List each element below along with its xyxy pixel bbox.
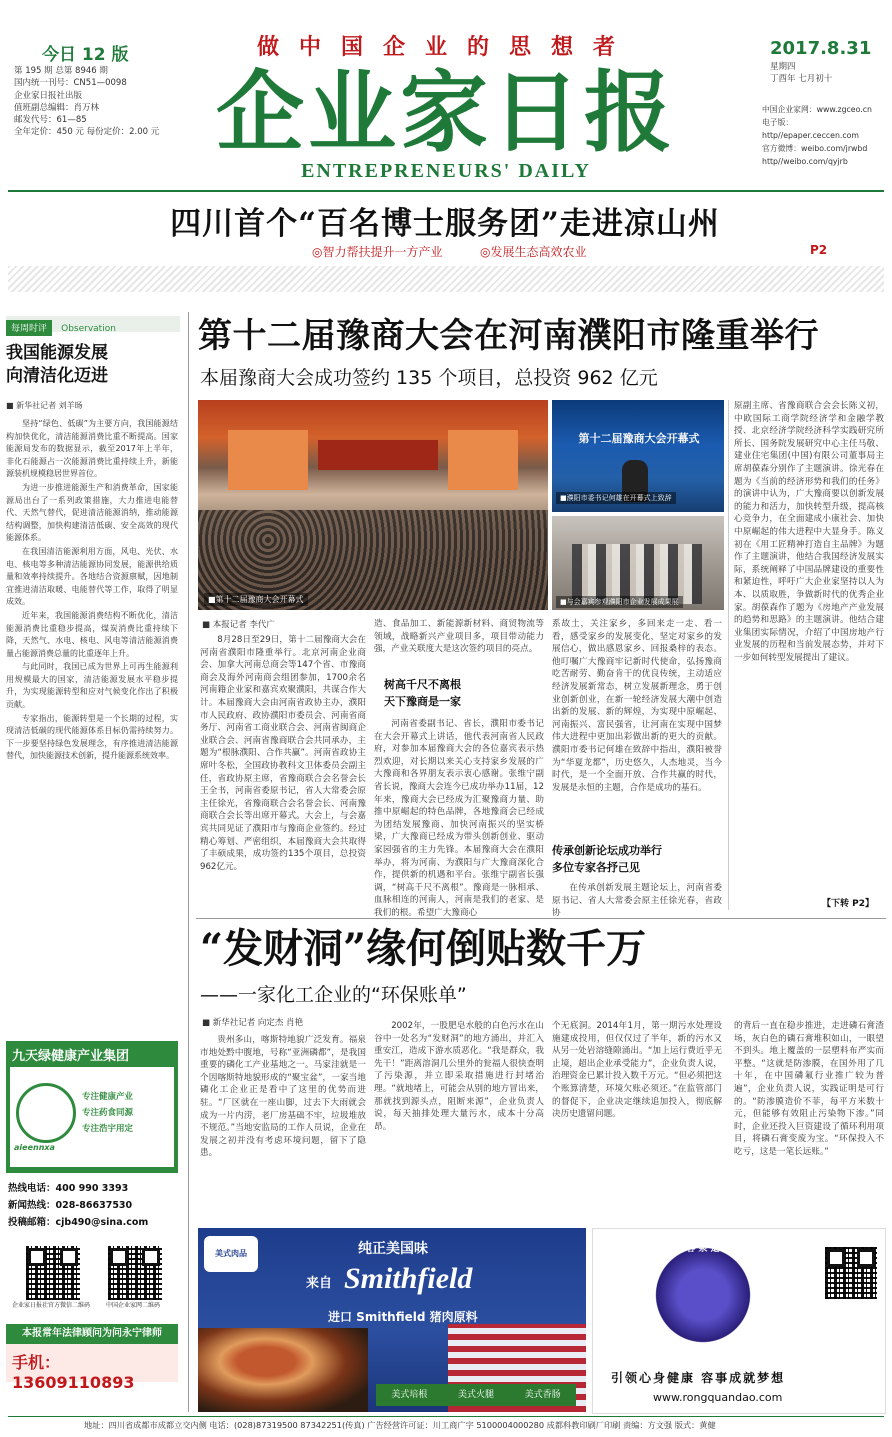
weekday: 星期四 (770, 62, 796, 72)
lead-col-2-subhead-line1: 树高千尺不离根 (384, 678, 461, 691)
sidebar-paragraph: 与此同时，我国已成为世界上可再生能源利用规模最大的国家，清洁能源发展水平稳步提升，为实现能源转型和应对气候变化作出了积极贡献。 (6, 662, 178, 710)
jiutian-line: 专注健康产业 (82, 1092, 134, 1102)
issue-info (14, 65, 184, 139)
stage-screen-left (228, 430, 308, 490)
lead-col-3-subhead-line1: 传承创新论坛成功举行 (552, 844, 662, 857)
smithfield-tag: 美式香肠 (524, 1390, 561, 1400)
lead-photo-conference (198, 400, 548, 610)
sidebar-paragraph: 坚持“绿色、低碳”为主要方向，我国能源结构加快优化，清洁能源消费比重不断提高。国家能源局发布的数据显示，截至2017年上半年，非化石能源占一次能源消费比重持续上升，新能源装机规模稳居世界首位。 (6, 419, 178, 479)
second-byline: ■ 新华社记者 向定杰 肖艳 (202, 1018, 304, 1028)
second-headline[interactable]: “发财洞”缘何倒贴数千万 (200, 925, 647, 972)
cn-number: 国内统一刊号：CN51—0098 (14, 78, 127, 89)
lunar-date: 丁酉年 七月初十 (770, 74, 833, 85)
banner-rule (8, 266, 884, 292)
lead-col-3-top: 系故土，关注家乡，多回来走一走、看一看，感受家乡的发展变化，坚定对家乡的发展信心，做出感恩家乡、回报桑梓的表态。他叮嘱广大豫商牢记新时代使命，弘扬豫商吃苦耐劳、勤奋肯干的优良传统，主动适应经济发展新常态，树立发展新理念，勇于创业创新创业，在新一轮经济发展大潮中创造出新的发展、新的辉煌，为实现中原崛起、河南振兴、富民强省，让河南在实现中国梦伟大进程中更加出彩做出新的更大的贡献。濮阳市委书记何雄在致辞中指出，濮阳被誉为“华夏龙都”，历史悠久，人杰地灵，当今时代，是一个全面开放、合作共赢的时代，发展是永恒的主题，合作是成功的基石。 (552, 619, 722, 793)
masthead-slogan: 做中国企业的思想者 (256, 34, 635, 60)
rongquandao-url[interactable]: www.rongquandao.com (653, 1391, 783, 1404)
sidebar-paragraph: 为进一步推进能源生产和消费革命，国家能源局出台了一系列政策措施，大力推进电能替代、天然气替代，促进清洁能源消纳，推动能源结构调整，加快构建清洁低碳、安全高效的现代能源体系。 (6, 482, 178, 543)
smithfield-from: 来自 (306, 1276, 333, 1291)
qr1-caption: 企业家日报社官方微信二维码 (11, 1302, 90, 1309)
jiutian-ad[interactable] (6, 1041, 178, 1173)
website-link[interactable]: 中国企业家网：www.zgceo.cn (762, 105, 872, 114)
hotline: 热线电话：400 990 3393 (8, 1183, 129, 1194)
postal-code: 邮发代号：61—85 (14, 115, 87, 126)
lead-col-4: 原副主席、省豫商联合会会长陈义初，中欧国际工商学院经济学和金融学教授、北京经济学院经济科学实践研究所所长、国务院发展研究中心主任马敬、建业住宅集团(中国)有限公司董事局主席胡葆森分别作了主题演讲。徐光春在题为《当前的经济形势和我们的任务》的演讲中认为，广大豫商要以创新发展的能力和活力，加快转型升级，提高核心竞争力，在全面建成小康社会、加快中原崛起的伟大进程中大显身手。陈义初在《用工匠精神打造自主品牌》为题作了主题演讲，他结合我国经济发展实际，系统阐释了中国品牌建设的重要性和紧迫性，呼吁广大企业家坚持以人为本、以质取胜，争做新时代的优秀企业家。胡葆森作了题为《房地产产业发展的趋势和思路》的主题演讲。他结合建业集团实际情况，介绍了中国房地产行业发展的历程和当前发展态势，并对下一步如何转型发展提出了建议。 (734, 401, 884, 663)
second-subhead: ——一家化工企业的“环保账单” (200, 984, 467, 1006)
sidebar (6, 312, 180, 1412)
date-block (770, 38, 888, 86)
sidebar-title-line1: 我国能源发展 (6, 343, 108, 363)
smithfield-logo (204, 1236, 258, 1272)
banner-sub-1: ◎智力帮扶提升一方产业 (312, 245, 443, 259)
sidebar-paragraph: 近年来，我国能源消费结构不断优化，清洁能源消费比重稳步提高，煤炭消费比重持续下降，天然气、水电、核电、风电等清洁能源消费量占能源消费总量的比重逐年上升。 (6, 610, 178, 658)
smithfield-tags (376, 1384, 576, 1406)
smithfield-top-text: 纯正美国味 (358, 1241, 428, 1257)
smithfield-tag: 美式火腿 (457, 1390, 494, 1400)
sidebar-paragraph: 在我国清洁能源利用方面，风电、光伏、水电、核电等多种清洁能源协同发展，能源供给质量和效率持续提升。各地结合资源禀赋，因地制宜推进清洁取暖、电能替代等工作，取得了明显成效。 (6, 546, 178, 607)
rongquandao-slogan: 引领心身健康 容事成就梦想 (611, 1371, 786, 1385)
lead-headline[interactable]: 第十二届豫商大会在河南濮阳市隆重举行 (198, 316, 819, 356)
weibo-link[interactable]: http//weibo.com/qyjrb (762, 157, 848, 166)
lead-col-3-subhead (552, 842, 662, 876)
footer-text: 地址：四川省成都市成都立交内侧 电话：(028)87319500 87342251(传真) 广告经营许可证：川工商广字 5100004000280 成都科教印刷厂印刷 责编：方文强 版式：黄健 (84, 1420, 716, 1430)
jiutian-lines (82, 1089, 133, 1137)
rongquandao-brand: 容 泉 道 (686, 1244, 720, 1254)
stage-banner (318, 440, 438, 470)
banner-sub-2: ◎发展生态高效农业 (480, 245, 587, 259)
banner-page-ref[interactable]: P2 (810, 243, 828, 257)
lead-subhead: 本届豫商大会成功签约 135 个项目，总投资 962 亿元 (200, 367, 658, 389)
sidebar-body (6, 418, 178, 1028)
lead-continued[interactable]: 【下转 P2】 (822, 899, 874, 909)
footer-rule (8, 1416, 884, 1417)
lead-col-divider (728, 400, 729, 910)
news-hotline: 新闻热线：028-86637530 (8, 1200, 133, 1211)
edition-label: 今日 12 版 (42, 45, 129, 65)
lead-col-2-subhead-line2: 天下豫商是一家 (384, 695, 461, 708)
weixin-qr-code (24, 1244, 82, 1302)
masthead (0, 0, 892, 182)
smithfield-brand: Smithfield (344, 1262, 473, 1295)
rongquandao-ad[interactable] (592, 1228, 886, 1414)
lead-col-2-top: 造、食品加工、新能源新材料、商贸物流等领域，战略新兴产业项目多，项目带动能力强，产业关联度大是这次签约项目的亮点。 (374, 619, 544, 655)
issue-date: 2017.8.31 (770, 38, 872, 59)
jiutian-brand: aieennxa (14, 1143, 55, 1152)
law-ad-title: 本报常年法律顾问为问永宁律师 (6, 1324, 178, 1344)
qr2-caption: 中国企业家网二维码 (105, 1302, 160, 1309)
lead-byline: ■ 本报记者 李代广 (202, 620, 275, 630)
jiutian-logo-icon (16, 1083, 76, 1143)
jiutian-line: 专注药食同源 (82, 1108, 134, 1118)
second-col-4: 的背后一直在稳步推进，走进磷石膏渣场，灰白色的磷石膏堆积如山，一眼望不到头。地上覆盖的一层塑料布严实而平整。“这就是防渗膜，在国外用了几十年，在中国磷氟行业推广较为普遍”，企业负责人说，实践证明是可行的。“防渗膜造价不菲，每平方米数十元，但能够有效阻止污染物下渗。”同时，企业还投入巨资建设了循环利用项目，将磷石膏变废为宝。“环保投入不吃亏，这是一笔长远账。” (734, 1021, 884, 1157)
second-col-1: 贵州多山，喀斯特地貌广泛发育。福泉市地处黔中腹地，号称“亚洲磷都”，是我国重要的磷化工产业基地之一。马家洼就是一个因喀斯特地貌形成的“聚宝盆”，一家当地磷化工企业正是看中了这里的优势而进驻。“厂区就在一座山脚，过去下大雨就会成为一片内涝，老厂房基础不牢，垃圾堆放不规范。”当地安监局的工作人员说，企业在发展之初并没有考虑环境问题，留下了隐患。 (200, 1035, 366, 1159)
website-qr-code (106, 1244, 164, 1302)
epaper-link[interactable]: 电子版：http//epaper.ceccen.com (762, 118, 860, 140)
lead-col-2-subhead (384, 676, 461, 710)
smithfield-ad[interactable] (198, 1228, 586, 1412)
web-links (762, 103, 890, 168)
masthead-rule (8, 190, 884, 192)
weixin-link[interactable]: 官方微博：weibo.com/jrwbd (762, 144, 868, 153)
smithfield-tag: 美式培根 (391, 1390, 428, 1400)
lead-bottom-rule (196, 918, 886, 919)
lead-col-2 (374, 618, 544, 918)
lead-photo3-caption: ■与会嘉宾参观濮阳市企业发展成果展 (556, 596, 683, 608)
smithfield-logo-text: 美式肉品 (215, 1249, 247, 1258)
sidebar-byline: ■ 新华社记者 刘羊旸 (6, 401, 83, 410)
lead-col-1: 8月28日至29日，第十二届豫商大会在河南省濮阳市隆重举行。北京河南企业商会、加拿大河南总商会等147个省、市豫商商会及海外河南商会组团参加，1700余名河南籍企业家和嘉宾欢聚濮阳，共谋合作大计。本届豫商大会由河南省政协主办，濮阳市人民政府、政协濮阳市委员会、河南省商务厅、河南省工商业联合会、河南省闽商企业联合会、河南省豫商联合会共同承办，主题为“根脉濮阳、合作共赢”。河南省政协主席叶冬松，全国政协教科文卫体委员会副主任，省政协原主席，省豫商联合会名誉会长王全书，河南省委原书记，省人大常委会原主任徐光，省豫商联合会名誉会长、河南豫商联合会长等出席开幕式。大会上，与会嘉宾共同见证了濮阳市与豫商企业签约。经过精心筹划、严密组织，本届豫商大会共取得了丰硕成果，成功签约135个项目，总投资962亿元。 (200, 635, 366, 872)
sidebar-divider (188, 312, 189, 1412)
submission-email[interactable]: 投稿邮箱：cjb490@sina.com (8, 1217, 149, 1228)
sidebar-tag-en: Observation (61, 324, 116, 334)
issue-number: 第 195 期 总第 8946 期 (14, 66, 108, 76)
masthead-title: 企业家日报 (215, 60, 676, 164)
lead-photo1-caption: ■第十二届豫商大会开幕式 (204, 593, 308, 606)
law-ad[interactable] (6, 1324, 178, 1392)
smithfield-import: 进口 Smithfield 猪肉原料 (328, 1310, 478, 1324)
masthead-title-en: ENTREPRENEURS' DAILY (301, 160, 591, 182)
publisher: 企业家日报社出版 (14, 90, 83, 101)
lead-col-3-body: 在传承创新发展主题论坛上，河南省委原书记、省人大常委会原主任徐光春，省政协 (552, 883, 722, 919)
banner-headline[interactable]: 四川首个“百名博士服务团”走进凉山州 (170, 206, 720, 242)
price: 全年定价：450 元 每份定价：2.00 元 (14, 127, 160, 138)
stage-screen-right (448, 430, 518, 490)
lead-col-3 (552, 618, 722, 919)
jiutian-ad-title: 九天绿健康产业集团 (12, 1049, 130, 1064)
sidebar-tag (6, 316, 180, 332)
lead-photo-speech (552, 400, 724, 512)
sidebar-tag-cn: 每周时评 (6, 320, 52, 336)
sidebar-paragraph: 专家指出，能源转型是一个长期的过程，实现清洁低碳的现代能源体系目标仍需持续努力。下一步要坚持绿色发展理念，有序推进清洁能源替代，加快能源技术创新，提升能源系统效率。 (6, 713, 178, 761)
lead-photo-visit (552, 516, 724, 610)
jiutian-ad-body (10, 1067, 174, 1167)
lead-photo2-caption: ■濮阳市委书记何雄在开幕式上致辞 (556, 492, 676, 504)
rongquandao-qr-code (823, 1245, 879, 1301)
lead-col-2-body: 河南省委副书记、省长，濮阳市委书记在大会开幕式上讲话，他代表河南省人民政府，对参加本届豫商大会的各位嘉宾表示热烈欢迎，对长期以来关心支持家乡发展的广大豫商和各界朋友表示衷心感谢。张维宁副省长说，豫商大会连今已成功举办11届，12年来，豫商大会已经成为汇聚豫商力量、助推中原崛起的特色品牌，各地豫商会已经成为团结发展豫商、加快河南振兴的坚实桥梁，广大豫商已经成为带头创新创业、驱动家园强省的主力先锋。本届豫商大会在濮阳举办，将为河南、为濮阳与广大豫商深化合作，提供新的机遇和平台。张维宁副省长强调，“树高千尺不离根”。豫商是一脉相承、血脉相连的河南人，河南是我们的老家、是我们的根。希望广大豫商心 (374, 719, 544, 918)
visit-group (572, 544, 702, 604)
photo2-banner-text: 第十二届豫商大会开幕式 (578, 432, 700, 445)
law-ad-phone: 手机：13609110893 (12, 1353, 135, 1392)
lead-col-3-subhead-line2: 多位专家各抒己见 (552, 861, 640, 874)
jiutian-line: 专注浩宇用定 (82, 1124, 134, 1134)
smithfield-food-photo (198, 1328, 368, 1412)
duty-editor: 值班副总编辑：肖万林 (14, 102, 100, 113)
contact-block (8, 1180, 178, 1231)
sidebar-title-line2: 向清洁化迈进 (6, 366, 108, 386)
second-col-3: 个无底洞。2014年1月，第一期污水处理设施建成投用，但仅仅过了半年，新的污水又从另一处岩溶缝隙涌出。“加上运行费近乎无止境，超出企业承受能力”，企业负责人说，治理资金已累计投入数千万元。“但必须把这个账算清楚，环境欠账必须还。”在监管部门的督促下，企业决定继续追加投入，彻底解决历史遗留问题。 (552, 1021, 722, 1120)
second-col-2: 2002年，一股肥皂水般的白色污水在山谷中一处名为“发财洞”的地方涌出，并汇入重安江，造成下游水质恶化。“我是群众，我先干！”距离溶洞几公里外的瓮福人很快查明了污染源，并立即采取措施进行封堵治理。“就地堵上，可能会从别的地方冒出来，那就找到源头点，阻断来源”，企业负责人说，每天抽排处理大量污水，成本十分高昂。 (374, 1021, 544, 1132)
sidebar-title[interactable] (6, 342, 108, 388)
